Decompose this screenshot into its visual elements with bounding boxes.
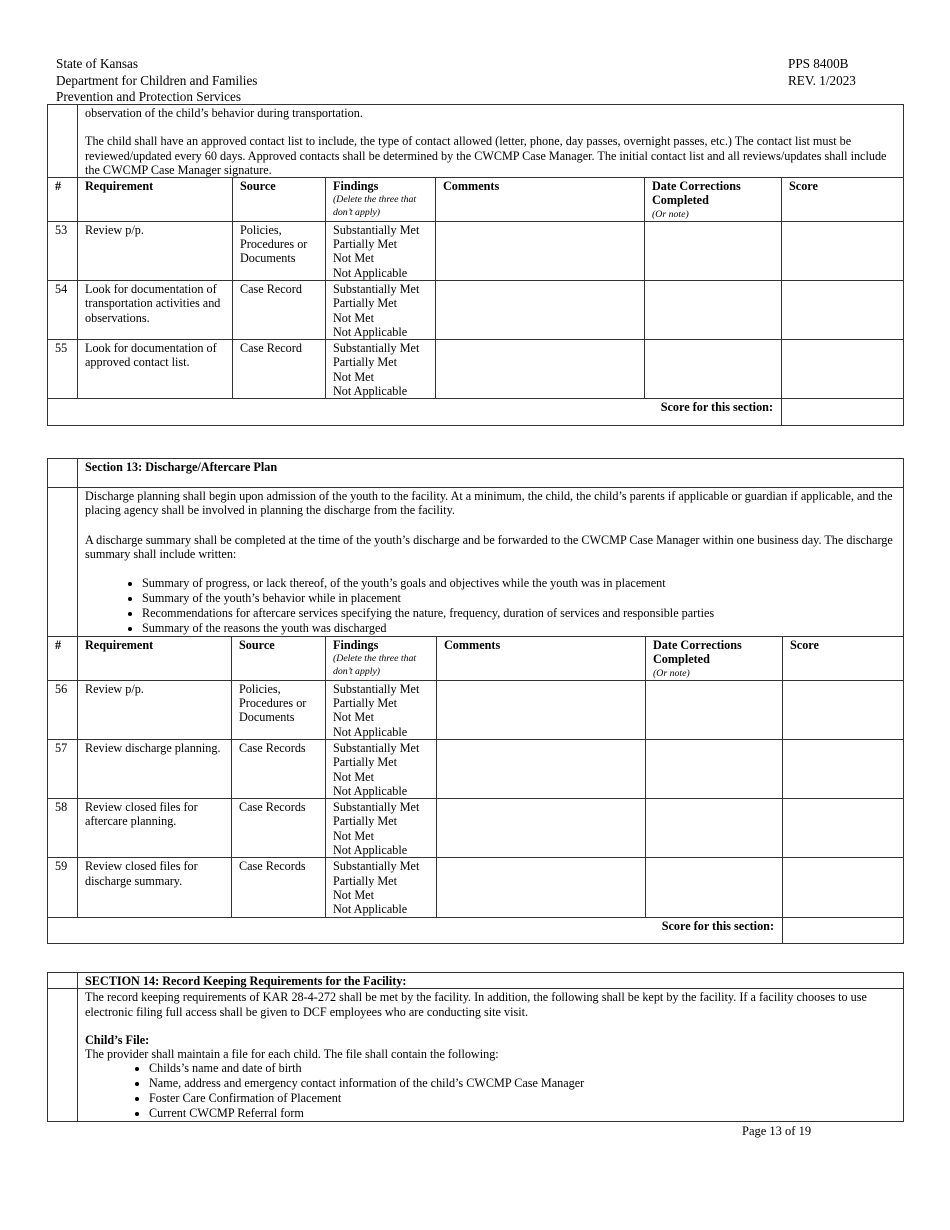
agency-header	[56, 56, 257, 106]
row-source: Case Records	[232, 739, 326, 798]
score-row	[48, 399, 904, 426]
row-number: 53	[48, 221, 78, 280]
discharge-para-1: Discharge planning shall begin upon admission of the youth to the facility. At a minimum, the child, the child’s parents if applicable or guardian if applicable, and the placing agency shall be involved in planning the discharge from the facility.	[85, 489, 893, 518]
section-13-title: Section 13: Discharge/Aftercare Plan	[78, 459, 904, 488]
row-source: Case Record	[233, 340, 326, 399]
list-item: • Summary of the reasons the youth was discharged	[142, 621, 896, 636]
row-score-cell[interactable]	[782, 221, 904, 280]
findings-note: (Delete the three that don’t apply)	[333, 194, 417, 219]
row-score-cell[interactable]	[782, 340, 904, 399]
row-score-cell[interactable]	[783, 858, 904, 917]
form-number: PPS 8400B	[788, 56, 849, 71]
intro-text-1: observation of the child’s behavior during transportation.	[85, 106, 363, 120]
row-date-cell[interactable]	[645, 340, 782, 399]
row-comments-cell[interactable]	[437, 858, 646, 917]
section-description-row	[48, 989, 904, 1122]
row-score-cell[interactable]	[783, 739, 904, 798]
row-date-cell[interactable]	[646, 680, 783, 739]
date-note: (Or note)	[653, 667, 690, 679]
row-score-cell[interactable]	[783, 799, 904, 858]
col-comments: Comments	[437, 637, 646, 681]
section-description-row	[48, 488, 904, 637]
col-comments: Comments	[436, 178, 645, 222]
list-item: • Summary of progress, or lack thereof, of the youth’s goals and objectives while the youth was in placement	[142, 576, 896, 591]
childs-file-heading: Child’s File:	[85, 1032, 150, 1047]
row-date-cell[interactable]	[646, 799, 783, 858]
row-requirement: Review discharge planning.	[78, 739, 232, 798]
col-date-corrections: Date Corrections Completed (Or note)	[645, 178, 782, 222]
col-num: #	[48, 178, 78, 222]
list-item: • Current CWCMP Referral form	[149, 1106, 896, 1121]
row-requirement: Review p/p.	[78, 221, 233, 280]
list-item: • Name, address and emergency contact information of the child’s CWCMP Case Manager	[149, 1076, 896, 1091]
col-source: Source	[233, 178, 326, 222]
list-item: • Foster Care Confirmation of Placement	[149, 1091, 896, 1106]
section-12-table	[47, 104, 904, 426]
col-score: Score	[783, 637, 904, 681]
section-13-table	[47, 458, 904, 944]
list-item: • Recommendations for aftercare services specifying the nature, frequency, duration of services and responsible parties	[142, 606, 896, 621]
row-comments-cell[interactable]	[436, 340, 645, 399]
page-number: Page 13 of 19	[742, 1124, 812, 1138]
record-keeping-para: The record keeping requirements of KAR 28-4-272 shall be met by the facility. In addition, the following shall be kept by the facility. If a facility chooses to use electronic filing full access shall be given to DCF employees who are conducting site visit.	[85, 990, 867, 1019]
row-requirement: Review p/p.	[78, 680, 232, 739]
form-id-header	[788, 56, 856, 89]
section-score-cell[interactable]	[783, 917, 904, 943]
row-date-cell[interactable]	[646, 739, 783, 798]
row-findings[interactable]: Substantially Met Partially Met Not Met Not Applicable	[326, 799, 437, 858]
col-source: Source	[232, 637, 326, 681]
row-source: Policies, Procedures or Documents	[232, 680, 326, 739]
intro-row	[48, 105, 904, 178]
childs-file-intro: The provider shall maintain a file for each child. The file shall contain the following:	[85, 1047, 499, 1062]
score-row	[48, 917, 904, 943]
row-comments-cell[interactable]	[437, 799, 646, 858]
col-num: #	[48, 637, 78, 681]
list-item: • Summary of the youth’s behavior while in placement	[142, 591, 896, 606]
table-row	[48, 221, 904, 280]
row-comments-cell[interactable]	[436, 221, 645, 280]
col-date-corrections: Date Corrections Completed (Or note)	[646, 637, 783, 681]
row-score-cell[interactable]	[783, 680, 904, 739]
table-row	[48, 340, 904, 399]
form-revision: REV. 1/2023	[788, 72, 856, 88]
score-label: Score for this section:	[48, 399, 782, 426]
row-requirement: Review closed files for aftercare planning.	[78, 799, 232, 858]
row-source: Case Record	[233, 280, 326, 339]
row-findings[interactable]: Substantially Met Partially Met Not Met Not Applicable	[326, 221, 436, 280]
row-comments-cell[interactable]	[437, 680, 646, 739]
row-findings[interactable]: Substantially Met Partially Met Not Met Not Applicable	[326, 340, 436, 399]
row-number: 59	[48, 858, 78, 917]
row-comments-cell[interactable]	[436, 280, 645, 339]
row-date-cell[interactable]	[646, 858, 783, 917]
row-source: Case Records	[232, 799, 326, 858]
row-date-cell[interactable]	[645, 221, 782, 280]
section-title-row	[48, 459, 904, 488]
col-requirement: Requirement	[78, 637, 232, 681]
row-number: 55	[48, 340, 78, 399]
row-date-cell[interactable]	[645, 280, 782, 339]
col-findings: Findings (Delete the three that don’t apply)	[326, 637, 437, 681]
childs-file-list	[85, 1061, 896, 1121]
section-14-table	[47, 972, 904, 1122]
row-source: Policies, Procedures or Documents	[233, 221, 326, 280]
row-findings[interactable]: Substantially Met Partially Met Not Met Not Applicable	[326, 680, 437, 739]
discharge-para-2: A discharge summary shall be completed at the time of the youth’s discharge and be forwarded to the CWCMP Case Manager within one business day. The discharge summary shall include written:	[85, 532, 893, 561]
row-requirement: Look for documentation of approved contact list.	[78, 340, 233, 399]
section-score-cell[interactable]	[782, 399, 904, 426]
discharge-summary-list	[85, 576, 896, 636]
table-row	[48, 739, 904, 798]
section-14-title: SECTION 14: Record Keeping Requirements for the Facility:	[78, 973, 904, 989]
col-requirement: Requirement	[78, 178, 233, 222]
table-row	[48, 280, 904, 339]
row-number: 58	[48, 799, 78, 858]
header-department: Department for Children and Families	[56, 72, 258, 88]
row-comments-cell[interactable]	[437, 739, 646, 798]
row-findings[interactable]: Substantially Met Partially Met Not Met Not Applicable	[326, 739, 437, 798]
date-note: (Or note)	[652, 208, 689, 220]
table-row	[48, 799, 904, 858]
column-header-row	[48, 637, 904, 681]
row-findings[interactable]: Substantially Met Partially Met Not Met Not Applicable	[326, 858, 437, 917]
row-number: 57	[48, 739, 78, 798]
intro-text-2: The child shall have an approved contact list to include, the type of contact allowed (letter, phone, day passes, overnight passes, etc.) The contact list must be reviewed/updated every 60 days. Approved contacts shall be determined by the CWCMP Case Manager. The initial contact list and all reviews/updates shall include the CWCMP Case Manager signature.	[85, 134, 887, 177]
row-requirement: Review closed files for discharge summary.	[78, 858, 232, 917]
table-row	[48, 680, 904, 739]
header-state: State of Kansas	[56, 56, 139, 71]
row-requirement: Look for documentation of transportation activities and observations.	[78, 280, 233, 339]
list-item: • Childs’s name and date of birth	[149, 1061, 896, 1076]
row-findings[interactable]: Substantially Met Partially Met Not Met Not Applicable	[326, 280, 436, 339]
col-score: Score	[782, 178, 904, 222]
score-label: Score for this section:	[48, 917, 783, 943]
table-row	[48, 858, 904, 917]
findings-note: (Delete the three that don’t apply)	[333, 653, 417, 678]
row-number: 56	[48, 680, 78, 739]
header-division: Prevention and Protection Services	[56, 89, 241, 104]
col-findings: Findings (Delete the three that don’t apply)	[326, 178, 436, 222]
row-source: Case Records	[232, 858, 326, 917]
section-title-row	[48, 973, 904, 989]
row-number: 54	[48, 280, 78, 339]
row-score-cell[interactable]	[782, 280, 904, 339]
column-header-row	[48, 178, 904, 222]
